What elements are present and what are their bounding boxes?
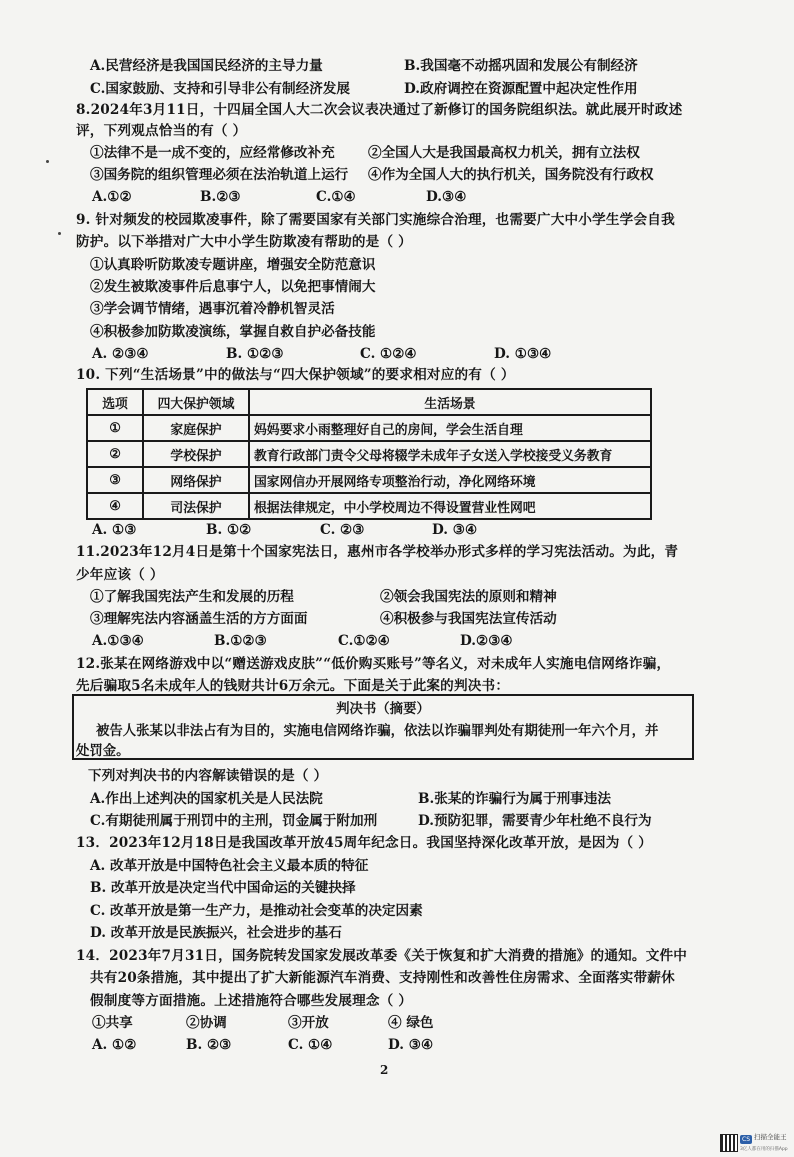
- table-header-scene: 生活场景: [249, 389, 651, 415]
- q8-item-3: ③国务院的组织管理必须在法治轨道上运行: [90, 167, 349, 183]
- q8-option-b: B.②③: [200, 189, 241, 205]
- q11-item-1: ①了解我国宪法产生和发展的历程: [90, 589, 294, 605]
- row-scene: 妈妈要求小雨整理好自己的房间，学会生活自理: [249, 415, 651, 441]
- q10-stem: 10. 下列“生活场景”中的做法与“四大保护领域”的要求相对应的有（ ）: [76, 367, 515, 383]
- page-number: 2: [380, 1063, 389, 1077]
- q9-option-c: C. ①②④: [360, 346, 417, 362]
- q14-item-1: ①共享: [92, 1015, 133, 1031]
- q8-stem-line-2: 评，下列观点恰当的有（ ）: [76, 123, 247, 139]
- q11-item-3: ③理解宪法内容涵盖生活的方方面面: [90, 611, 308, 627]
- row-number: ④: [87, 493, 143, 519]
- q11-stem-line-2: 少年应该（ ）: [76, 567, 164, 583]
- q11-stem-line-1: 11.2023年12月4日是第十个国家宪法日，惠州市各学校举办形式多样的学习宪法活动。为此，青: [76, 544, 679, 560]
- q10-option-b: B. ①②: [206, 522, 252, 538]
- q8-item-2: ②全国人大是我国最高权力机关，拥有立法权: [368, 145, 640, 161]
- q10-option-d: D. ③④: [432, 522, 478, 538]
- q12-option-c: C.有期徒刑属于刑罚中的主刑，罚金属于附加刑: [90, 813, 378, 829]
- q13-option-c: C. 改革开放是第一生产力，是推动社会变革的决定因素: [90, 903, 423, 919]
- verdict-text-line-1: 被告人张某以非法占有为目的，实施电信网络诈骗，依法以诈骗罪判处有期徒刑一年六个月，并: [96, 723, 659, 739]
- protection-table: [86, 388, 652, 520]
- row-domain: 网络保护: [143, 467, 249, 493]
- q14-stem-line-2: 共有20条措施，其中提出了扩大新能源汽车消费、支持刚性和改善性住房需求、全面落实带薪休: [90, 970, 675, 986]
- q14-item-4: ④ 绿色: [388, 1015, 434, 1031]
- table-row: [87, 467, 651, 493]
- q12-stem-line-2: 先后骗取5名未成年人的钱财共计6万余元。下面是关于此案的判决书：: [76, 678, 510, 694]
- q9-stem-line-1: 9. 针对频发的校园欺凌事件，除了需要国家有关部门实施综合治理，也需要广大中小学生学会自我: [76, 212, 675, 228]
- q12-question: 下列对判决书的内容解读错误的是（ ）: [88, 768, 328, 784]
- q12-option-d: D.预防犯罪，需要青少年杜绝不良行为: [418, 813, 652, 829]
- q8-item-1: ①法律不是一成不变的，应经常修改补充: [90, 145, 335, 161]
- q14-option-b: B. ②③: [186, 1037, 232, 1053]
- scan-speck: [46, 160, 49, 163]
- table-row: [87, 493, 651, 519]
- q9-item-3: ③学会调节情绪，遇事沉着冷静机智灵活: [90, 301, 335, 317]
- q7-option-c: C.国家鼓励、支持和引导非公有制经济发展: [90, 81, 350, 97]
- watermark-brand: 扫描全能王: [754, 1133, 787, 1141]
- q8-option-d: D.③④: [426, 189, 467, 205]
- row-domain: 家庭保护: [143, 415, 249, 441]
- q8-stem-line-1: 8.2024年3月11日，十四届全国人大二次会议表决通过了新修订的国务院组织法。就此展开时政述: [76, 102, 683, 118]
- table-header-row: [87, 389, 651, 415]
- q14-stem-line-3: 假制度等方面措施。上述措施符合哪些发展理念（ ）: [90, 993, 413, 1009]
- table-header-option: 选项: [87, 389, 143, 415]
- q9-stem-line-2: 防护。以下举措对广大中小学生防欺凌有帮助的是（ ）: [76, 234, 412, 250]
- row-scene: 国家网信办开展网络专项整治行动，净化网络环境: [249, 467, 651, 493]
- verdict-title: 判决书（摘要）: [336, 701, 430, 717]
- q14-option-d: D. ③④: [388, 1037, 434, 1053]
- verdict-box: [72, 694, 694, 760]
- table-row: [87, 415, 651, 441]
- q9-option-d: D. ①③④: [494, 346, 552, 362]
- q8-item-4: ④作为全国人大的执行机关，国务院没有行政权: [368, 167, 654, 183]
- q13-option-b: B. 改革开放是决定当代中国命运的关键抉择: [90, 880, 356, 896]
- row-domain: 学校保护: [143, 441, 249, 467]
- q13-option-a: A. 改革开放是中国特色社会主义最本质的特征: [90, 858, 369, 874]
- q7-option-d: D.政府调控在资源配置中起决定性作用: [404, 81, 638, 97]
- row-scene: 根据法律规定，中小学校周边不得设置营业性网吧: [249, 493, 651, 519]
- row-domain: 司法保护: [143, 493, 249, 519]
- table-row: [87, 441, 651, 467]
- row-number: ①: [87, 415, 143, 441]
- q8-option-a: A.①②: [92, 189, 132, 205]
- table-header-domain: 四大保护领域: [143, 389, 249, 415]
- row-scene: 教育行政部门责令父母将辍学未成年子女送入学校接受义务教育: [249, 441, 651, 467]
- q14-option-a: A. ①②: [92, 1037, 137, 1053]
- q8-option-c: C.①④: [316, 189, 356, 205]
- q13-option-d: D. 改革开放是民族振兴，社会进步的基石: [90, 925, 342, 941]
- row-number: ②: [87, 441, 143, 467]
- q11-item-4: ④积极参与我国宪法宣传活动: [380, 611, 557, 627]
- verdict-text-line-2: 处罚金。: [76, 743, 130, 759]
- q7-option-b: B.我国毫不动摇巩固和发展公有制经济: [404, 58, 638, 74]
- scanner-logo-icon: CS: [742, 1136, 750, 1143]
- q11-option-c: C.①②④: [338, 633, 390, 649]
- q11-option-a: A.①③④: [92, 633, 144, 649]
- q10-option-a: A. ①③: [92, 522, 137, 538]
- q9-item-1: ①认真聆听防欺凌专题讲座，增强安全防范意识: [90, 257, 376, 273]
- watermark-subtitle: 3亿人都在用的扫描App: [740, 1147, 788, 1152]
- q13-stem: 13．2023年12月18日是我国改革开放45周年纪念日。我国坚持深化改革开放，是因为（ ）: [76, 835, 653, 851]
- qr-code-icon: [720, 1134, 738, 1152]
- q10-option-c: C. ②③: [320, 522, 365, 538]
- q14-stem-line-1: 14．2023年7月31日，国务院转发国家发展改革委《关于恢复和扩大消费的措施》的通知。文件中: [76, 948, 688, 964]
- q14-item-3: ③开放: [288, 1015, 329, 1031]
- q9-item-4: ④积极参加防欺凌演练，掌握自救自护必备技能: [90, 324, 376, 340]
- q11-option-b: B.①②③: [214, 633, 267, 649]
- scan-speck: [58, 232, 61, 235]
- q7-option-a: A.民营经济是我国国民经济的主导力量: [90, 58, 323, 74]
- q9-option-a: A. ②③④: [92, 346, 149, 362]
- q14-option-c: C. ①④: [288, 1037, 333, 1053]
- q11-item-2: ②领会我国宪法的原则和精神: [380, 589, 557, 605]
- q12-option-b: B.张某的诈骗行为属于刑事违法: [418, 791, 611, 807]
- q12-stem-line-1: 12.张某在网络游戏中以“赠送游戏皮肤”“低价购买账号”等名义，对未成年人实施电信网络诈骗，: [76, 656, 671, 672]
- q9-option-b: B. ①②③: [226, 346, 284, 362]
- q14-item-2: ②协调: [186, 1015, 227, 1031]
- q11-option-d: D.②③④: [460, 633, 513, 649]
- q9-item-2: ②发生被欺凌事件后息事宁人，以免把事情闹大: [90, 279, 376, 295]
- q12-option-a: A.作出上述判决的国家机关是人民法院: [90, 791, 323, 807]
- row-number: ③: [87, 467, 143, 493]
